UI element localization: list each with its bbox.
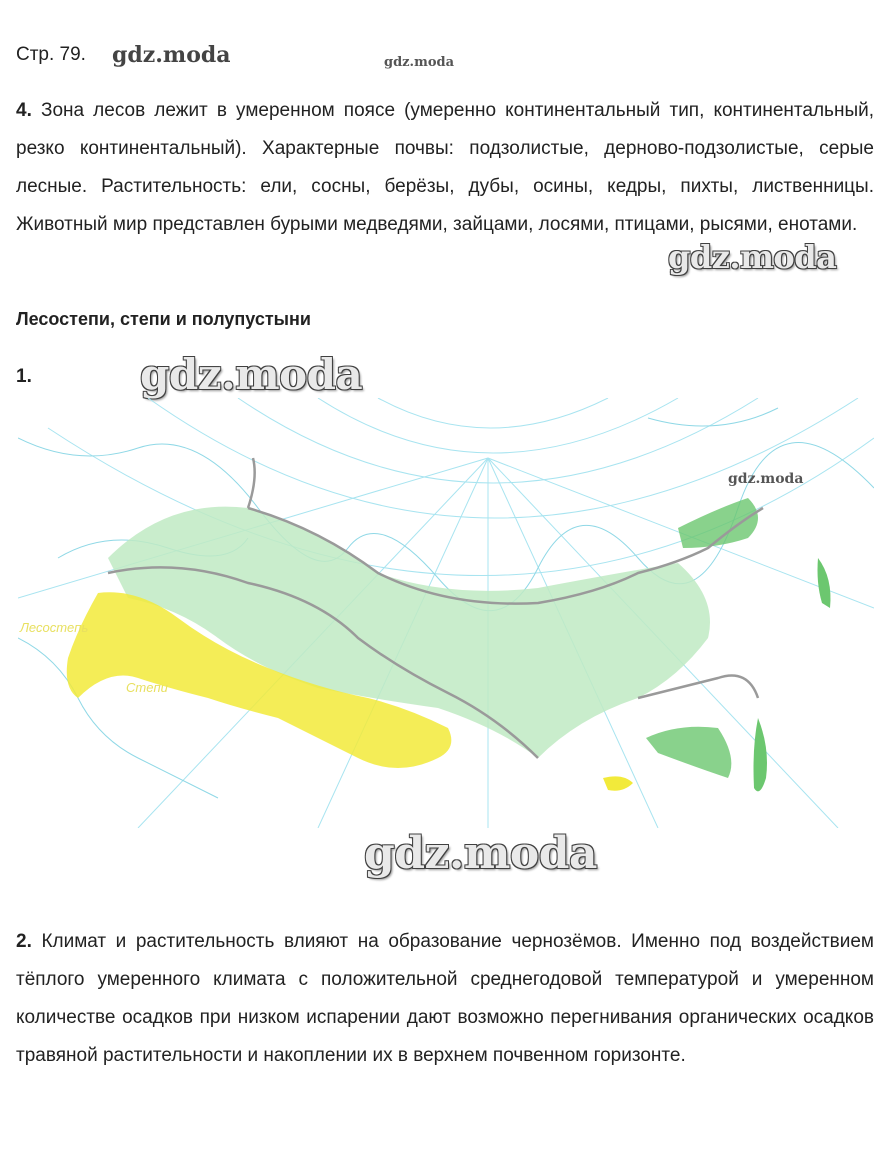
paragraph-number: 4. <box>16 100 32 121</box>
kamchatka-forest <box>818 558 831 608</box>
paragraph-4 <box>16 92 874 244</box>
watermark: gdz.moda <box>364 828 598 879</box>
paragraph-2 <box>16 923 874 1075</box>
paragraph-text: Климат и растительность влияют на образование чернозёмов. Именно под воздействием тёплого умеренного климата с положительной среднегодовой температурой и умеренном количестве осадков при низком испарении дают возможно перегнивания органических осадков травяной растительности и накоплении их в верхнем почвенном горизонте. <box>16 931 874 1066</box>
steppe-zone-south <box>603 776 633 790</box>
watermark: gdz.moda <box>668 238 837 276</box>
watermark: gdz.moda <box>384 55 455 70</box>
map-label-forest-steppe: Лесостепь <box>20 620 89 635</box>
section-title: Лесостепи, степи и полупустыни <box>16 309 311 329</box>
watermark: gdz.moda <box>112 42 231 68</box>
watermark: gdz.moda <box>140 350 363 399</box>
forest-zone-amur <box>646 727 731 778</box>
page-label: Стр. 79. <box>16 44 86 65</box>
item-number: 1. <box>16 366 32 387</box>
paragraph-text: Зона лесов лежит в умеренном поясе (умеренно континентальный тип, континентальный, резко континентальный). Характерные почвы: подзолистые, дерново-подзолистые, серые лесные. Растительность: ели, сосны, берёзы, дубы, осины, кедры, пихты, лиственницы. Животный мир представлен бурыми медведями, зайцами, лосями, птицами, рысями, енотами. <box>16 100 875 235</box>
natural-zones-map <box>18 398 874 828</box>
map-watermark: gdz.moda <box>728 471 804 487</box>
map-svg <box>18 398 874 828</box>
paragraph-number: 2. <box>16 931 32 952</box>
sakhalin-forest <box>754 718 768 791</box>
map-label-steppe: Степи <box>126 680 168 695</box>
